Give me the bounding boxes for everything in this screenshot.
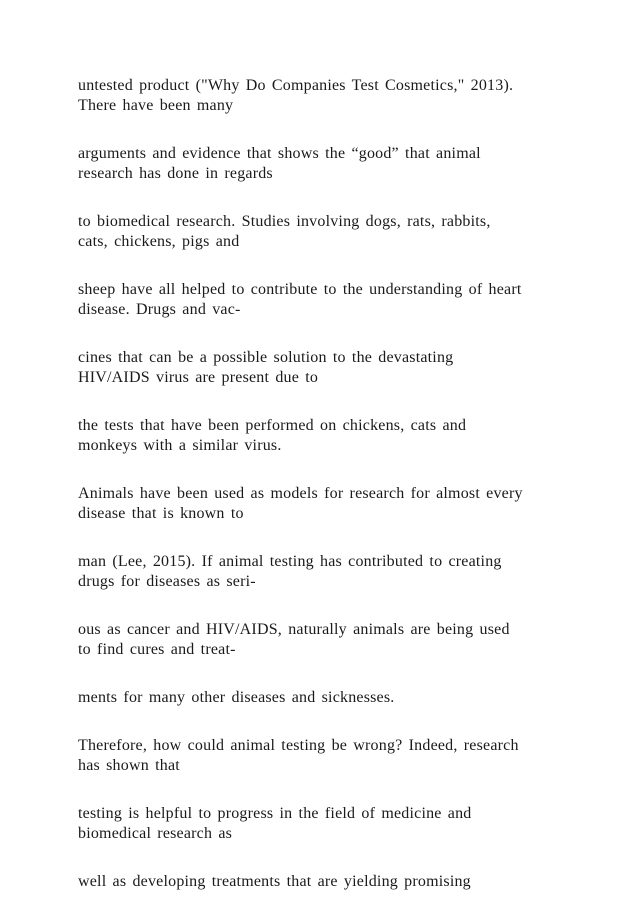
paragraph-1	[78, 76, 578, 116]
paragraph-8	[78, 552, 578, 592]
paragraph-12	[78, 804, 578, 844]
text-line: arguments and evidence that shows the “good” that animal	[78, 145, 481, 162]
text-line: cats, chickens, pigs and	[78, 233, 240, 250]
text-line: disease. Drugs and vac-	[78, 301, 241, 318]
text-line: to find cures and treat-	[78, 641, 236, 658]
paragraph-5	[78, 348, 578, 388]
paragraph-13	[78, 872, 578, 892]
paragraph-4	[78, 280, 578, 320]
paragraph-9	[78, 620, 578, 660]
text-line: sheep have all helped to contribute to the understanding of heart	[78, 281, 522, 298]
text-line: well as developing treatments that are yielding promising	[78, 873, 471, 890]
text-line: Animals have been used as models for research for almost every	[78, 485, 523, 502]
paragraph-6	[78, 416, 578, 456]
paragraph-10	[78, 688, 578, 708]
text-line: has shown that	[78, 757, 180, 774]
text-line: monkeys with a similar virus.	[78, 437, 282, 454]
paragraph-3	[78, 212, 578, 252]
text-line: ous as cancer and HIV/AIDS, naturally animals are being used	[78, 621, 510, 638]
text-line: testing is helpful to progress in the field of medicine and	[78, 805, 472, 822]
text-line: disease that is known to	[78, 505, 244, 522]
text-line: untested product ("Why Do Companies Test Cosmetics," 2013).	[78, 77, 514, 94]
text-line: to biomedical research. Studies involving dogs, rats, rabbits,	[78, 213, 491, 230]
paragraph-2	[78, 144, 578, 184]
text-line: HIV/AIDS virus are present due to	[78, 369, 319, 386]
text-line: biomedical research as	[78, 825, 233, 842]
paragraph-11	[78, 736, 578, 776]
text-line: There have been many	[78, 97, 234, 114]
text-line: research has done in regards	[78, 165, 273, 182]
document-body	[78, 76, 578, 892]
text-line: ments for many other diseases and sicknesses.	[78, 689, 395, 706]
text-line: drugs for diseases as seri-	[78, 573, 256, 590]
text-line: man (Lee, 2015). If animal testing has contributed to creating	[78, 553, 502, 570]
text-line: cines that can be a possible solution to the devastating	[78, 349, 454, 366]
paragraph-7	[78, 484, 578, 524]
text-line: the tests that have been performed on chickens, cats and	[78, 417, 467, 434]
text-line: Therefore, how could animal testing be wrong? Indeed, research	[78, 737, 519, 754]
